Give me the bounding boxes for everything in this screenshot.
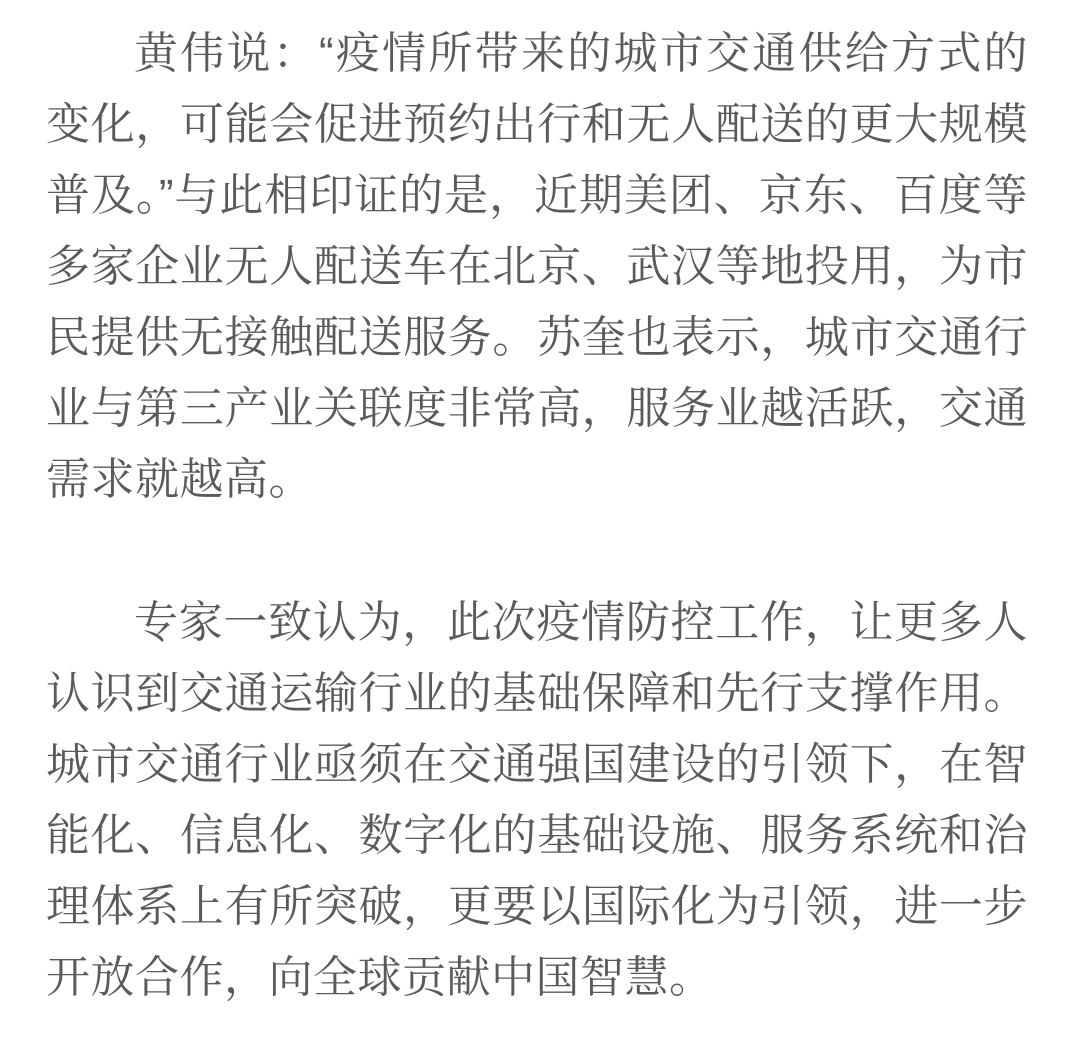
- article-paragraph: 黄伟说：“疫情所带来的城市交通供给方式的变化，可能会促进预约出行和无人配送的更大规模普及。”与此相印证的是，近期美团、京东、百度等多家企业无人配送车在北京、武汉等地投用，为市民提供无接触配送服务。苏奎也表示，城市交通行业与第三产业关联度非常高，服务业越活跃，交通需求就越高。: [46, 29, 1028, 504]
- article-paragraph: 专家一致认为，此次疫情防控工作，让更多人认识到交通运输行业的基础保障和先行支撑作用。城市交通行业亟须在交通强国建设的引领下，在智能化、信息化、数字化的基础设施、服务系统和治理体系上有所突破，更要以国际化为引领，进一步开放合作，向全球贡献中国智慧。: [46, 598, 1028, 1002]
- article-body: [46, 18, 1028, 1013]
